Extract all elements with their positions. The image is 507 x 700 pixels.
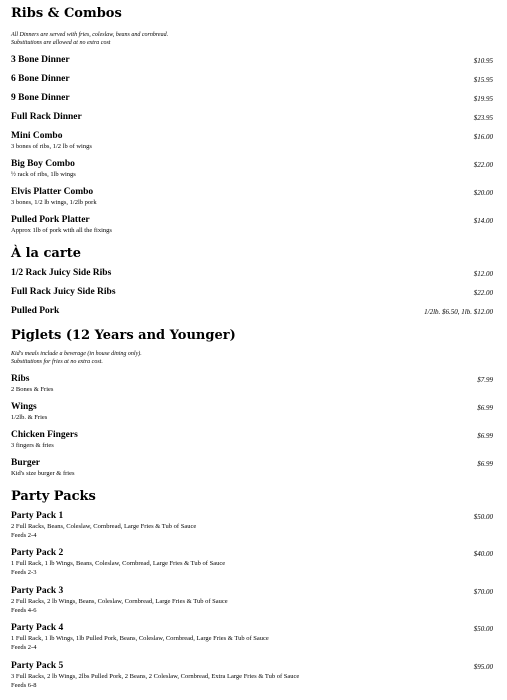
menu-item-price: $95.00	[473, 663, 493, 671]
section-title: À la carte	[11, 246, 81, 261]
menu-item-name: 9 Bone Dinner	[11, 93, 70, 103]
menu-item-name: Party Pack 5	[11, 661, 64, 671]
menu-item-price: $16.00	[473, 133, 493, 141]
menu-item-price: $14.00	[473, 217, 493, 225]
menu-item-name: Party Pack 2	[11, 548, 64, 558]
section-note: Substitutions are allowed at no extra cost	[11, 40, 111, 46]
menu-item-description: Feeds 4-6	[11, 607, 37, 614]
menu-item-description: 2 Bones & Fries	[11, 386, 54, 393]
menu-item-name: Mini Combo	[11, 131, 63, 141]
section-title: Ribs & Combos	[11, 6, 122, 21]
menu-item-name: 3 Bone Dinner	[11, 55, 70, 65]
menu-item-name: Pulled Pork Platter	[11, 215, 90, 225]
menu-item-price: $23.95	[473, 114, 493, 122]
menu-item-description: Feeds 2-3	[11, 569, 37, 576]
menu-item-description: 1 Full Rack, 1 lb Wings, Beans, Coleslaw, Cornbread, Large Fries & Tub of Sauce	[11, 560, 226, 567]
menu-item-price: $6.99	[477, 404, 493, 412]
menu-item-price: $50.00	[473, 625, 493, 633]
menu-item-name: Wings	[11, 402, 37, 412]
menu-item-description: 3 bones, 1/2 lb wings, 1/2lb pork	[11, 199, 97, 206]
menu-item-description: 2 Full Racks, 2 lb Wings, Beans, Coleslaw, Cornbread, Large Fries & Tub of Sauce	[11, 598, 228, 605]
section-title: Party Packs	[11, 489, 96, 504]
menu-item-description: 1 Full Rack, 1 lb Wings, 1lb Pulled Pork, Beans, Coleslaw, Cornbread, Large Fries & Tub of Sauce	[11, 635, 269, 642]
menu-item-description: 2 Full Racks, Beans, Coleslaw, Cornbread, Large Fries & Tub of Sauce	[11, 523, 197, 530]
menu-item-name: Full Rack Juicy Side Ribs	[11, 287, 116, 297]
menu-item-price: 1/2lb. $6.50, 1lb. $12.00	[424, 308, 493, 316]
section-note: All Dinners are served with fries, coleslaw, beans and cornbread.	[11, 32, 169, 38]
menu-item-price: $40.00	[473, 550, 493, 558]
menu-item-description: 3 Full Racks, 2 lb Wings, 2lbs Pulled Pork, 2 Beans, 2 Coleslaw, Cornbread, Extra Large Fries & Tub of Sauce	[11, 673, 300, 680]
menu-item-name: Party Pack 3	[11, 586, 64, 596]
menu-item-name: Pulled Pork	[11, 306, 60, 316]
menu-item-name: Burger	[11, 458, 41, 468]
menu-item-price: $6.99	[477, 460, 493, 468]
menu-item-name: Full Rack Dinner	[11, 112, 82, 122]
menu-item-price: $12.00	[473, 270, 493, 278]
section-title: Piglets (12 Years and Younger)	[11, 328, 236, 343]
menu-item-name: 1/2 Rack Juicy Side Ribs	[11, 268, 112, 278]
menu-item-name: Party Pack 1	[11, 511, 64, 521]
menu-item-description: 1/2lb. & Fries	[11, 414, 48, 421]
menu-item-name: 6 Bone Dinner	[11, 74, 70, 84]
menu-item-name: Big Boy Combo	[11, 159, 75, 169]
menu-item-name: Elvis Platter Combo	[11, 187, 94, 197]
menu-item-price: $15.95	[473, 76, 493, 84]
menu-item-name: Party Pack 4	[11, 623, 64, 633]
menu-item-description: 3 fingers & fries	[11, 442, 54, 449]
menu-item-description: Kid's size burger & fries	[11, 470, 75, 477]
menu-item-price: $20.00	[473, 189, 493, 197]
menu-item-price: $19.95	[473, 95, 493, 103]
section-note: Substitutions for fries at no extra cost.	[11, 359, 103, 365]
menu-item-price: $10.95	[473, 57, 493, 65]
menu-item-price: $50.00	[473, 513, 493, 521]
menu-item-description: Feeds 6-8	[11, 682, 37, 689]
menu-item-description: 3 bones of ribs, 1/2 lb of wings	[11, 143, 92, 150]
menu-item-description: Feeds 2-4	[11, 532, 37, 539]
menu-item-price: $70.00	[473, 588, 493, 596]
menu-item-price: $22.00	[473, 289, 493, 297]
menu-item-description: Approx 1lb of pork with all the fixings	[11, 227, 112, 234]
menu-item-name: Chicken Fingers	[11, 430, 78, 440]
menu-item-name: Ribs	[11, 374, 30, 384]
menu-item-description: ½ rack of ribs, 1lb wings	[11, 171, 76, 178]
section-note: Kid's meals include a beverage (in house dining only).	[11, 351, 142, 357]
menu-item-description: Feeds 2-4	[11, 644, 37, 651]
menu-item-price: $6.99	[477, 432, 493, 440]
menu-item-price: $7.99	[477, 376, 493, 384]
menu-item-price: $22.00	[473, 161, 493, 169]
